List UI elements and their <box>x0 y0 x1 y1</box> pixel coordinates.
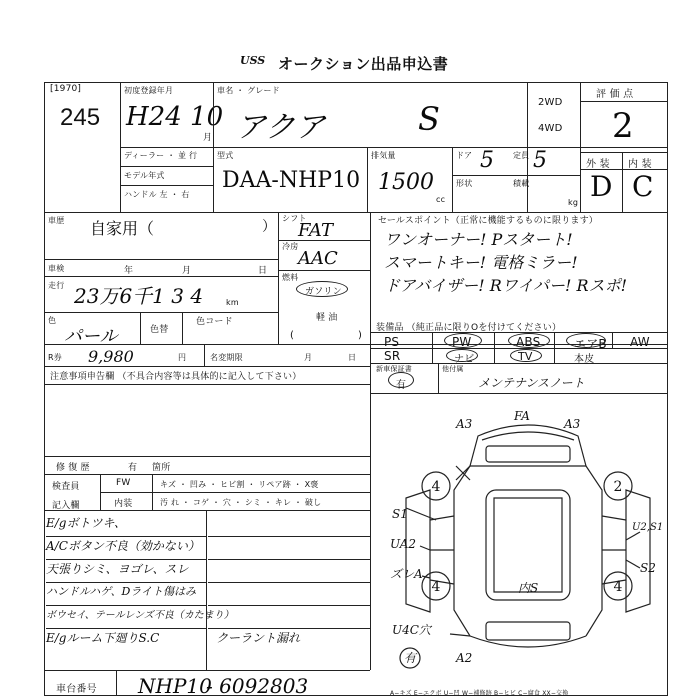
mark-a3-left: A3 <box>456 417 473 431</box>
label-eval: 評 価 点 <box>596 89 634 100</box>
note-line: ボウセイ、テールレンズ不良（カたまり） <box>46 606 206 629</box>
navi-circle <box>446 349 478 362</box>
label-door: ドア <box>456 151 473 160</box>
value-exterior: D <box>590 170 613 203</box>
label-cc: cc <box>436 195 446 204</box>
equip-abs: ABS <box>516 335 541 349</box>
label-chassis-no: 車台番号 <box>56 684 97 695</box>
pw-circle <box>444 333 482 348</box>
note-line: ハンドルハゲ、Dライト傷はみ <box>46 583 206 606</box>
notes-right-list <box>208 514 370 652</box>
value-capacity: 5 <box>533 148 547 173</box>
sheet-code: [1970] <box>50 84 82 94</box>
label-name-change: 名変期限 <box>210 353 243 362</box>
mark-zure-a: ズレA <box>390 567 423 581</box>
label-nc-day: 日 <box>348 353 357 362</box>
equip-navi: ナビ <box>454 354 475 365</box>
label-kg: kg <box>568 198 579 207</box>
value-interior: C <box>632 170 654 203</box>
label-km: km <box>226 298 239 307</box>
equip-leather: 本皮 <box>574 354 595 365</box>
label-fw: FW <box>116 478 131 488</box>
damage-keys-exterior: キズ ・ 凹み ・ ヒビ割 ・ リペア跡 ・ X褒 <box>160 480 319 489</box>
label-inspector: 検査員 <box>52 482 80 492</box>
document-title: オークション出品申込書 <box>278 55 449 73</box>
value-other: メンテナンスノート <box>478 376 585 390</box>
airbag-circle <box>566 333 606 348</box>
sales-point: ワンオーナー! Pスタート! <box>384 230 573 249</box>
label-diesel: 軽 油 <box>316 313 338 323</box>
warranty-circle <box>388 372 414 388</box>
label-name-grade: 車名 ・ グレード <box>217 86 280 95</box>
value-chassis-prefix: NHP10 <box>138 674 212 698</box>
label-other: 他付属 <box>442 365 464 373</box>
label-new-car-warranty: 新車保証書 <box>376 365 412 373</box>
mark-ua2: UA2 <box>390 537 417 551</box>
label-4wd: 4WD <box>538 123 563 134</box>
damage-keys-interior: 汚 れ ・ コゲ ・ 穴 ・ シミ ・ キレ ・ 破し <box>160 498 322 507</box>
abs-circle <box>508 333 550 348</box>
label-insp-year: 年 <box>124 266 134 276</box>
value-category: 自家用（ <box>90 219 155 238</box>
label-color-change: 色替 <box>150 325 169 335</box>
mark-a2: A2 <box>456 651 473 665</box>
tire-rear-right: 4 <box>613 579 623 595</box>
value-displacement: 1500 <box>378 170 434 195</box>
value-model: DAA-NHP10 <box>222 168 361 193</box>
equip-ps: PS <box>384 335 400 349</box>
sales-points-list <box>384 227 668 296</box>
value-color: パール <box>64 326 118 347</box>
mark-spare-has: 有 <box>404 651 417 665</box>
note-line: E/gルーム下廻りS.C <box>46 631 160 645</box>
label-color: 色 <box>48 316 57 325</box>
label-color-code: 色コード <box>196 317 233 327</box>
label-insp-day: 日 <box>258 266 268 276</box>
sales-point: スマートキー! 電格ミラー! <box>384 253 578 272</box>
note-line: E/gボトツキ、 <box>46 514 206 537</box>
label-notes-title: 注意事項申告欄 （不具合内容等は具体的に記入して下さい） <box>50 372 302 382</box>
equip-airbag: エアB <box>574 337 607 351</box>
label-repair-part: 箇所 <box>152 463 171 473</box>
label-capacity: 定員 <box>513 151 530 160</box>
mark-s2: S2 <box>640 561 656 575</box>
label-handle: ハンドル 左 ・ 右 <box>124 190 190 199</box>
value-category-end: ） <box>262 219 277 235</box>
fuel-paren-open: ( <box>290 330 295 341</box>
notes-list <box>46 514 234 652</box>
document-header <box>240 52 500 74</box>
note-line: 天張りシミ、ヨゴレ、スレ <box>46 560 206 583</box>
label-naiso: 内装 <box>114 499 133 509</box>
mark-u4c: U4C穴 <box>392 623 431 637</box>
label-first-reg-month: 月 <box>203 133 213 143</box>
label-category: 車歴 <box>48 216 65 225</box>
label-2wd: 2WD <box>538 97 563 108</box>
value-car-name: アクア <box>236 110 326 145</box>
mark-fa: FA <box>514 409 530 423</box>
label-shift: シフト <box>282 214 307 223</box>
tire-rear-left: 4 <box>431 579 441 595</box>
value-fuel: ガソリン <box>305 287 342 297</box>
value-door: 5 <box>480 148 494 173</box>
tire-front-right: 2 <box>613 479 623 495</box>
mark-s1: S1 <box>392 507 408 521</box>
value-shift: FAT <box>298 220 333 241</box>
label-equipment: 装備品 （純正品に限りOを付けてください） <box>376 323 562 333</box>
label-inspection: 車検 <box>48 264 65 273</box>
mark-a3-right: A3 <box>564 417 581 431</box>
label-sales-points: セールスポイント（正常に機能するものに限ります） <box>378 216 598 226</box>
label-exterior: 外 装 <box>586 159 610 170</box>
tv-circle <box>510 349 542 362</box>
label-insp-month: 月 <box>182 266 192 276</box>
uss-logo: USS <box>240 54 266 67</box>
tire-front-left: 4 <box>431 479 441 495</box>
label-load: 積載 <box>513 179 530 188</box>
fuel-paren-close: ) <box>358 330 363 341</box>
label-nc-month: 月 <box>304 353 313 362</box>
value-mileage: 23万6千1 3 4 <box>74 284 204 308</box>
label-yen: 円 <box>178 353 187 362</box>
value-recycle: 9,980 <box>88 347 134 366</box>
sales-point: ドアバイザー! Rワイパー! Rスポ! <box>384 276 627 295</box>
mark-u2s1: U2,S1 <box>632 522 664 533</box>
label-dealer: ディーラー ・ 並 行 <box>124 151 198 160</box>
label-displacement: 排気量 <box>371 151 396 160</box>
label-shape: 形状 <box>456 179 473 188</box>
value-warranty: 有 <box>396 380 407 391</box>
note-line: A/Cボタン不良（効かない） <box>46 537 206 560</box>
equip-tv: TV <box>518 350 533 363</box>
car-damage-diagram <box>390 400 666 686</box>
note-right-line: クーラント漏れ <box>216 631 301 645</box>
value-first-reg: H24 10 <box>126 102 224 132</box>
label-remarks: 記入欄 <box>52 501 80 511</box>
label-interior: 内 装 <box>628 159 652 170</box>
damage-legend: A−キズ E−エクボ U−凹 W−補修跡 B−ヒビ C−腐食 XX−交換 <box>390 690 569 697</box>
label-repair-has: 有 <box>128 463 138 473</box>
label-recycle: R券 <box>48 353 62 362</box>
mark-inner-s: 内S <box>518 581 539 595</box>
label-fuel: 燃料 <box>282 273 299 282</box>
value-chassis-no: - 6092803 <box>206 674 309 698</box>
value-eval: 2 <box>612 106 634 146</box>
value-grade: S <box>418 100 440 138</box>
label-mileage: 走行 <box>48 281 65 290</box>
equip-sr: SR <box>384 349 401 363</box>
value-cooling: AAC <box>298 248 338 269</box>
label-first-reg: 初度登録年月 <box>124 86 174 95</box>
label-model-code: 型式 <box>217 151 234 160</box>
label-cooling: 冷房 <box>282 242 299 251</box>
equip-pw: PW <box>452 335 472 349</box>
label-repair-history: 修 復 歴 <box>56 463 90 473</box>
label-model-year: モデル年式 <box>124 171 165 180</box>
lot-number: 245 <box>60 104 101 131</box>
equip-aw: AW <box>630 335 650 349</box>
